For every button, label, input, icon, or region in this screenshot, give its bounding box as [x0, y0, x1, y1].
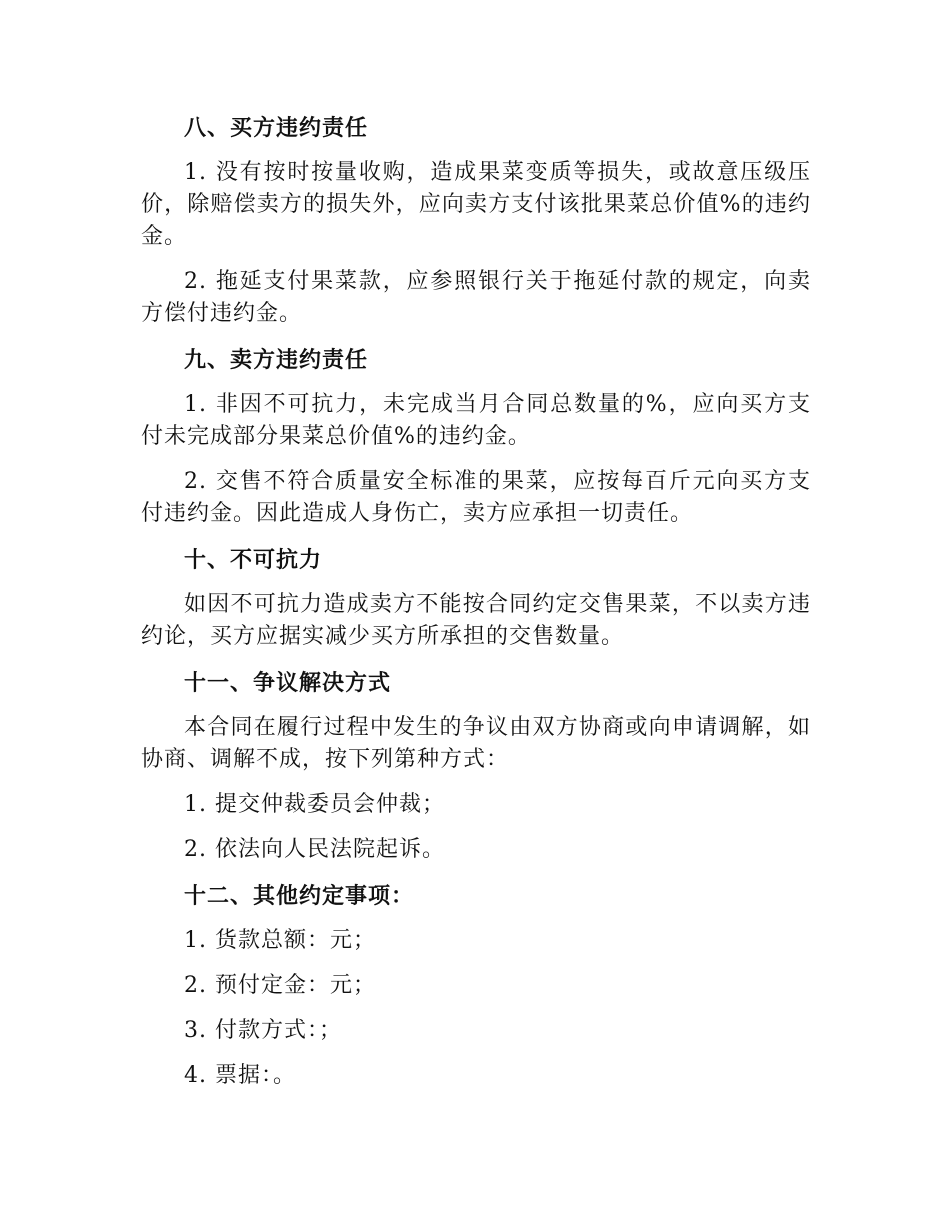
- list-item: 1. 提交仲裁委员会仲裁；: [184, 792, 445, 817]
- list-item: 2. 预付定金：元；: [184, 973, 376, 998]
- document-body: [141, 112, 811, 1092]
- paragraph: 1. 非因不可抗力，未完成当月合同总数量的%，应向买方支付未完成部分果菜总价值%的违约金。: [141, 392, 811, 449]
- list-item: 3. 付款方式：；: [184, 1018, 342, 1043]
- paragraph: 1. 没有按时按量收购，造成果菜变质等损失，或故意压级压价，除赔偿卖方的损失外，应向卖方支付该批果菜总价值%的违约金。: [141, 160, 811, 249]
- paragraph: 2. 交售不符合质量安全标准的果菜，应按每百斤元向买方支付违约金。因此造成人身伤亡，卖方应承担一切责任。: [141, 469, 811, 526]
- section-heading-force-majeure: 十、不可抗力: [184, 547, 323, 573]
- paragraph: 如因不可抗力造成卖方不能按合同约定交售果菜，不以卖方违约论，买方应据实减少买方所承担的交售数量。: [141, 592, 811, 649]
- section-heading-breach-seller: 九、卖方违约责任: [184, 347, 369, 373]
- list-item: 2. 依法向人民法院起诉。: [184, 837, 445, 862]
- list-item: 1. 货款总额：元；: [184, 928, 376, 953]
- paragraph: 2. 拖延支付果菜款，应参照银行关于拖延付款的规定，向卖方偿付违约金。: [141, 269, 811, 326]
- section-heading-breach-buyer: 八、买方违约责任: [184, 115, 369, 141]
- section-heading-other-terms: 十二、其他约定事项：: [184, 883, 415, 909]
- paragraph: 本合同在履行过程中发生的争议由双方协商或向申请调解，如协商、调解不成，按下列第种方式：: [141, 715, 811, 772]
- section-heading-dispute-resolution: 十一、争议解决方式: [184, 670, 392, 696]
- list-item: 4. 票据：。: [184, 1063, 296, 1088]
